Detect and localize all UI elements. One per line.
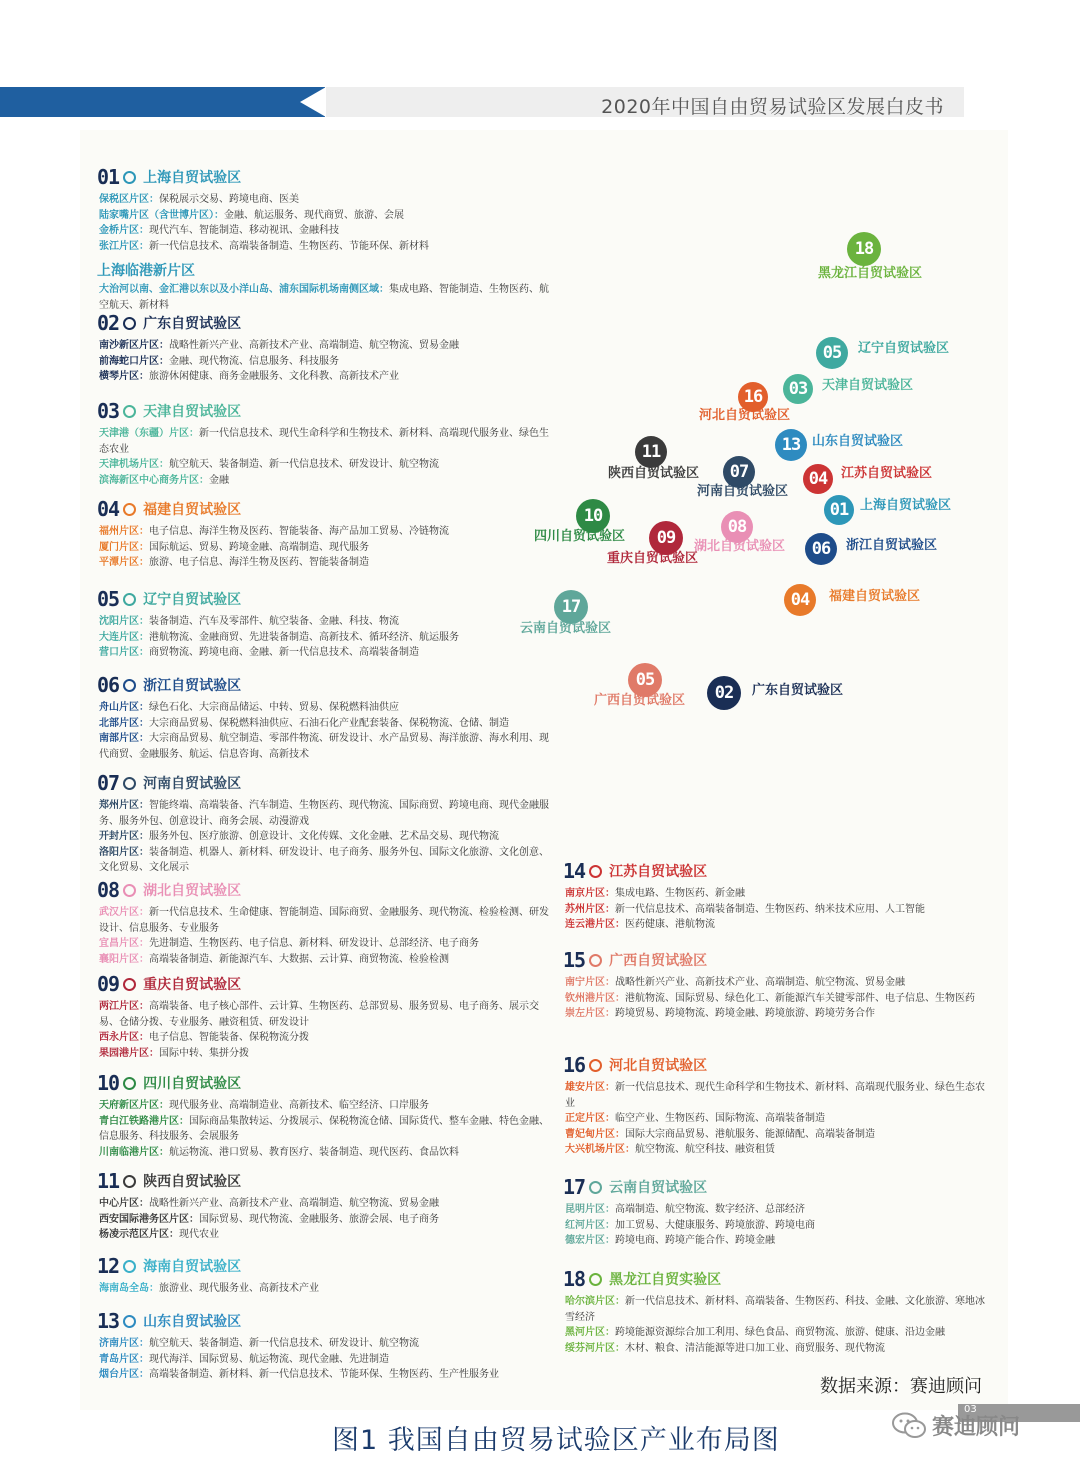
zone-area-line	[97, 731, 549, 762]
zone-block	[563, 860, 993, 933]
zone-ring-icon	[589, 1273, 602, 1286]
zone-area-line	[97, 798, 549, 829]
map-badge-02: 02	[707, 676, 741, 710]
zone-area-label: 雄安片区：	[565, 1082, 615, 1093]
zone-area-industries: 金融、航运服务、现代商贸、旅游、会展	[224, 209, 404, 221]
zone-area-industries: 航空航天、装备制造、新一代信息技术、研发设计、航空物流	[149, 1338, 419, 1349]
zone-area-industries: 木材、粮食、清洁能源等进口加工业、商贸服务、现代物流	[625, 1342, 885, 1354]
map-badge-label: 江苏自贸试验区	[841, 466, 933, 481]
zone-block	[97, 1255, 549, 1297]
zone-name: 云南自贸试验区	[609, 1180, 708, 1196]
zone-name: 山东自贸试验区	[143, 1314, 242, 1330]
zone-name: 河南自贸试验区	[143, 776, 242, 792]
zone-area-industries: 先进制造、生物医药、电子信息、新材料、研发设计、总部经济、电子商务	[149, 938, 479, 949]
zone-number: 18	[563, 1267, 586, 1291]
map-badge-04: 04	[803, 464, 833, 494]
zone-area-label: 曹妃甸片区：	[565, 1128, 625, 1140]
zone-area-label: 青白江铁路港片区：	[99, 1115, 189, 1127]
zone-area-industries: 现代服务业、高端制造业、高新技术、临空经济、口岸服务	[169, 1100, 429, 1111]
zone-area-industries: 保税展示交易、跨境电商、医美	[159, 194, 299, 205]
zone-area-label: 张江片区：	[99, 240, 149, 252]
zone-area-label: 崇左片区：	[565, 1008, 615, 1019]
zone-area-industries: 国际商品集散转运、分拨展示、保税物流仓储、国际货代、整车金融、特色金融、信息服务、科技服务、会展服务	[99, 1115, 549, 1142]
zone-name: 黑龙江自贸实验区	[609, 1272, 722, 1288]
zone-header	[97, 879, 549, 901]
map-badge-05: 05	[816, 337, 848, 369]
zone-area-label: 青岛片区：	[99, 1353, 149, 1365]
zone-area-label: 福州片区：	[99, 526, 149, 537]
zone-area-industries: 战略性新兴产业、高新技术产业、高端制造、航空物流、贸易金融	[615, 977, 905, 988]
zone-area-line	[97, 1336, 549, 1352]
zone-area-label: 保税区片区：	[99, 194, 159, 205]
zone-area-label: 杨凌示范区片区：	[99, 1229, 179, 1240]
zone-number: 03	[97, 399, 120, 423]
zone-area-industries: 航空航天、装备制造、新一代信息技术、研发设计、航空物流	[169, 459, 439, 470]
zone-area-label: 苏州片区：	[565, 903, 615, 915]
zone-area-label: 宜昌片区：	[99, 938, 149, 949]
zone-area-industries: 高端装备制造、新能源汽车、大数据、云计算、商贸物流、检验检测	[149, 953, 449, 965]
zone-block	[97, 588, 549, 661]
zone-area-industries: 服务外包、医疗旅游、创意设计、文化传媒、文化金融、艺术品交易、现代物流	[149, 831, 499, 842]
zone-name: 广西自贸试验区	[609, 953, 708, 969]
zone-number: 16	[563, 1053, 586, 1077]
map-badge-04: 04	[784, 584, 816, 616]
zone-block	[97, 498, 549, 571]
zone-block	[97, 166, 549, 313]
zone-area-label: 连云港片区：	[565, 919, 625, 930]
zone-header	[97, 1255, 549, 1277]
zone-area-line	[97, 208, 549, 224]
zone-area-line	[563, 991, 993, 1007]
zone-name: 天津自贸试验区	[143, 404, 242, 420]
map-badge-label: 广东自贸试验区	[752, 683, 844, 698]
zone-area-industries: 集成电路、生物医药、新金融	[615, 888, 745, 899]
zone-name: 辽宁自贸试验区	[143, 592, 242, 608]
zone-area-label: 两江片区：	[99, 1001, 149, 1012]
zone-area-industries: 装备制造、汽车及零部件、航空装备、金融、科技、物流	[149, 616, 399, 627]
zone-ring-icon	[123, 1077, 136, 1090]
zone-area-industries: 旅游、电子信息、海洋生物及医药、智能装备制造	[149, 557, 369, 568]
zone-ring-icon	[123, 884, 136, 897]
zone-area-label: 川南临港片区：	[99, 1146, 169, 1158]
zone-ring-icon	[123, 679, 136, 692]
watermark	[892, 1410, 1020, 1441]
zone-area-label: 济南片区：	[99, 1338, 149, 1349]
zone-area-industries: 大宗商品贸易、保税燃料油供应、石油石化产业配套装备、保税物流、仓储、制造	[149, 717, 509, 729]
zone-area-label: 大连片区：	[99, 631, 149, 643]
zone-area-line	[563, 886, 993, 902]
zone-block	[97, 312, 549, 385]
zone-area-line	[97, 524, 549, 540]
map-badge-09: 09	[649, 521, 683, 555]
zone-area-label: 北部片区：	[99, 717, 149, 729]
zone-area-industries: 旅游业、现代服务业、高新技术产业	[159, 1283, 319, 1294]
zone-area-label: 南沙新区片区：	[99, 340, 169, 351]
zone-area-line	[563, 975, 993, 991]
zone-area-line	[97, 239, 549, 255]
zone-name: 福建自贸试验区	[143, 502, 242, 518]
map-badge-label: 山东自贸试验区	[812, 434, 904, 449]
zone-area-line	[97, 829, 549, 845]
zone-area-label: 营口片区：	[99, 647, 149, 658]
zone-area-line	[563, 1111, 993, 1127]
map-badge-17: 17	[554, 590, 588, 624]
zone-area-label: 德宏片区：	[565, 1235, 615, 1246]
zone-ring-icon	[123, 317, 136, 330]
zone-area-line	[563, 1233, 993, 1249]
zone-area-label: 黑河片区：	[565, 1327, 615, 1338]
zone-area-industries: 新一代信息技术、新材料、高端装备、生物医药、科技、金融、文化旅游、寒地冰雪经济	[565, 1296, 985, 1323]
zone-area-label: 钦州港片区：	[565, 992, 625, 1004]
zone-area-line	[97, 1212, 549, 1228]
zone-header	[97, 1310, 549, 1332]
zone-header	[563, 860, 993, 882]
zone-header	[97, 1072, 549, 1094]
zone-area-line	[563, 902, 993, 918]
zone-area-label: 正定片区：	[565, 1113, 615, 1124]
zone-area-industries: 港航物流、金融商贸、先进装备制造、高新技术、循环经济、航运服务	[149, 631, 459, 643]
zone-area-industries: 集成电路、智能制造、生物医药、航空航天、新材料	[99, 284, 549, 311]
zone-number: 02	[97, 311, 120, 335]
zone-ring-icon	[123, 405, 136, 418]
zone-area-label: 南宁片区：	[565, 977, 615, 988]
zone-area-label: 厦门片区：	[99, 541, 149, 553]
zone-number: 05	[97, 587, 120, 611]
zone-area-line	[97, 369, 549, 385]
zone-subzone-title: 上海临港新片区	[97, 263, 195, 279]
zone-name: 上海自贸试验区	[143, 170, 242, 186]
map-badge-label: 陕西自贸试验区	[608, 466, 700, 481]
zone-ring-icon	[123, 1260, 136, 1273]
zone-area-line	[97, 905, 549, 936]
map-badge-label: 湖北自贸试验区	[694, 539, 786, 554]
zone-area-industries: 商贸物流、跨境电商、金融、新一代信息技术、高端装备制造	[149, 647, 419, 658]
zone-area-industries: 国际贸易、现代物流、金融服务、旅游会展、电子商务	[199, 1213, 439, 1225]
zone-area-label: 西永片区：	[99, 1032, 149, 1043]
zone-area-line	[97, 1030, 549, 1046]
zone-header	[97, 588, 549, 610]
zone-area-line	[97, 1145, 549, 1161]
zone-area-industries: 现代海洋、国际贸易、航运物流、现代金融、先进制造	[149, 1353, 389, 1365]
zone-area-label: 海南岛全岛：	[99, 1283, 159, 1294]
zone-header	[563, 949, 993, 971]
zone-area-label: 天府新区片区：	[99, 1100, 169, 1111]
zone-area-line	[97, 1352, 549, 1368]
zone-area-line	[97, 952, 549, 968]
zone-ring-icon	[123, 978, 136, 991]
map-badge-label: 河南自贸试验区	[697, 484, 789, 499]
zone-block	[563, 949, 993, 1022]
map-badge-label: 福建自贸试验区	[829, 589, 921, 604]
zone-area-label: 横琴片区：	[99, 371, 149, 382]
zone-area-line	[97, 192, 549, 208]
zone-area-industries: 战略性新兴产业、高新技术产业、高端制造、航空物流、贸易金融	[169, 340, 459, 351]
zone-area-industries: 高端装备、电子核心部件、云计算、生物医药、总部贸易、服务贸易、电子商务、展示交易、仓储分拨、专业服务、融资租赁、研发设计	[99, 1001, 539, 1028]
zone-number: 15	[563, 948, 586, 972]
zone-name: 陕西自贸试验区	[143, 1174, 242, 1190]
map-badge-03: 03	[783, 374, 813, 404]
zone-area-label: 滨海新区中心商务片区：	[99, 474, 209, 486]
zone-area-line	[97, 630, 549, 646]
zone-area-line	[97, 845, 549, 876]
zone-area-line	[563, 1294, 993, 1325]
zone-area-industries: 高端制造、航空物流、数字经济、总部经济	[615, 1204, 805, 1215]
zone-ring-icon	[123, 777, 136, 790]
zone-area-line	[563, 1325, 993, 1341]
zone-area-industries: 金融	[209, 474, 229, 486]
zone-area-industries: 金融、现代物流、信息服务、科技服务	[169, 355, 339, 367]
zone-block	[563, 1268, 993, 1356]
zone-area-line	[97, 1046, 549, 1062]
zone-area-label: 郑州片区：	[99, 800, 149, 811]
map-badge-label: 四川自贸试验区	[534, 529, 626, 544]
zone-header	[97, 498, 549, 520]
zone-area-line	[563, 1080, 993, 1111]
map-badge-05: 05	[628, 663, 662, 697]
zone-area-industries: 航运物流、港口贸易、教育医疗、装备制造、现代医药、食品饮料	[169, 1146, 459, 1158]
zone-area-industries: 新一代信息技术、高端装备制造、生物医药、节能环保、新材料	[149, 240, 429, 252]
zone-header	[97, 166, 549, 188]
zone-area-line	[97, 540, 549, 556]
zone-number: 12	[97, 1254, 120, 1278]
zone-number: 11	[97, 1169, 120, 1193]
zone-header	[97, 772, 549, 794]
zone-header	[97, 312, 549, 334]
zone-name: 海南自贸试验区	[143, 1259, 242, 1275]
zone-block	[97, 973, 549, 1061]
zone-area-label: 前海蛇口片区：	[99, 355, 169, 367]
zone-area-industries: 电子信息、智能装备、保税物流分拨	[149, 1032, 309, 1043]
zone-area-label: 大治河以南、金汇港以东以及小洋山岛、浦东国际机场南侧区域：	[99, 284, 389, 295]
zone-area-industries: 新一代信息技术、生命健康、智能制造、国际商贸、金融服务、现代物流、检验检测、研发设计、信息服务、专业服务	[99, 907, 549, 934]
zone-area-line	[563, 1218, 993, 1234]
zone-number: 14	[563, 859, 586, 883]
map-badge-label: 云南自贸试验区	[520, 621, 612, 636]
zone-ring-icon	[123, 1315, 136, 1328]
zone-ring-icon	[589, 1181, 602, 1194]
zone-area-line	[97, 1098, 549, 1114]
zone-ring-icon	[123, 171, 136, 184]
map-badge-label: 广西自贸试验区	[594, 693, 686, 708]
zone-area-industries: 航空物流、航空科技、融资租赁	[635, 1144, 775, 1155]
zone-area-industries: 国际航运、贸易、跨境金融、高端制造、现代服务	[149, 541, 369, 553]
zone-name: 重庆自贸试验区	[143, 977, 242, 993]
zone-area-industries: 现代汽车、智能制造、移动视讯、金融科技	[149, 225, 339, 236]
zone-area-industries: 跨境电商、跨境产能合作、跨境金融	[615, 1235, 775, 1246]
zone-area-line	[97, 457, 549, 473]
zone-area-label: 襄阳片区：	[99, 953, 149, 965]
zone-ring-icon	[589, 954, 602, 967]
zone-block	[97, 1170, 549, 1243]
zone-area-line	[97, 555, 549, 571]
map-badge-07: 07	[723, 456, 755, 488]
zone-area-industries: 装备制造、机器人、新材料、研发设计、电子商务、服务外包、国际文化旅游、文化创意、文化贸易、文化展示	[99, 846, 549, 873]
zone-header	[97, 674, 549, 696]
watermark-text: 赛迪顾问	[932, 1415, 1021, 1440]
zone-area-label: 烟台片区：	[99, 1369, 149, 1380]
map-badge-label: 上海自贸试验区	[860, 498, 952, 513]
zone-header	[563, 1268, 993, 1290]
zone-area-line	[97, 426, 549, 457]
zone-area-label: 洛阳片区：	[99, 846, 149, 858]
zone-name: 河北自贸试验区	[609, 1058, 708, 1074]
zone-block	[563, 1176, 993, 1249]
zone-area-label: 陆家嘴片区（含世博片区）：	[99, 209, 224, 221]
map-badge-01: 01	[824, 495, 854, 525]
zone-area-industries: 港航物流、国际贸易、绿色化工、新能源汽车关键零部件、电子信息、生物医药	[625, 992, 975, 1004]
zone-block	[563, 1054, 993, 1158]
zone-number: 08	[97, 878, 120, 902]
zone-area-industries: 新一代信息技术、现代生命科学和生物技术、新材料、高端现代服务业、绿色生态农业	[99, 428, 549, 455]
zone-block	[97, 772, 549, 876]
zone-area-line	[97, 716, 549, 732]
zone-area-label: 武汉片区：	[99, 907, 149, 918]
zone-ring-icon	[123, 503, 136, 516]
zone-area-industries: 跨境贸易、跨境物流、跨境金融、跨境旅游、跨境劳务合作	[615, 1008, 875, 1019]
zone-area-line	[97, 1367, 549, 1383]
zone-header	[563, 1176, 993, 1198]
zone-name: 浙江自贸试验区	[143, 678, 242, 694]
map-badge-11: 11	[635, 436, 667, 468]
data-source: 数据来源：赛迪顾问	[820, 1376, 982, 1397]
zone-area-line	[563, 1341, 993, 1357]
zone-area-label: 金桥片区：	[99, 225, 149, 236]
zone-area-label: 中心片区：	[99, 1198, 149, 1209]
zone-area-line	[97, 614, 549, 630]
wechat-icon	[892, 1412, 926, 1440]
zone-area-label: 沈阳片区：	[99, 616, 149, 627]
zone-area-line	[97, 1227, 549, 1243]
zone-area-label: 平潭片区：	[99, 557, 149, 568]
zone-area-label: 南部片区：	[99, 733, 149, 744]
zone-number: 07	[97, 771, 120, 795]
map-badge-10: 10	[576, 499, 610, 533]
zone-header	[563, 1054, 993, 1076]
map-badge-16: 16	[738, 382, 768, 412]
map-badge-label: 重庆自贸试验区	[607, 551, 699, 566]
zone-area-line	[563, 1202, 993, 1218]
zone-area-line	[97, 645, 549, 661]
zone-area-industries: 临空产业、生物医药、国际物流、高端装备制造	[615, 1113, 825, 1124]
header-blue-bar	[0, 87, 325, 117]
zone-ring-icon	[123, 593, 136, 606]
zone-area-line	[563, 917, 993, 933]
zone-area-label: 天津机场片区：	[99, 459, 169, 470]
map-badge-label: 黑龙江自贸试验区	[818, 266, 923, 281]
zone-number: 04	[97, 497, 120, 521]
zone-area-line	[97, 223, 549, 239]
zone-header	[97, 973, 549, 995]
zone-area-line	[563, 1006, 993, 1022]
zone-area-label: 绥芬河片区：	[565, 1342, 625, 1354]
zone-area-line	[97, 1196, 549, 1212]
zone-area-label: 哈尔滨片区：	[565, 1296, 625, 1307]
zone-area-line	[97, 936, 549, 952]
zone-area-line	[97, 1281, 549, 1297]
zone-area-industries: 大宗商品贸易、航空制造、零部件物流、研发设计、水产品贸易、海洋旅游、海水利用、现代商贸、金融服务、航运、信息咨询、高新技术	[99, 733, 549, 760]
zone-area-industries: 新一代信息技术、现代生命科学和生物技术、新材料、高端现代服务业、绿色生态农业	[565, 1082, 985, 1109]
document-title: 2020年中国自由贸易试验区发展白皮书	[601, 96, 944, 118]
zone-name: 广东自贸试验区	[143, 316, 242, 332]
zone-area-industries: 现代农业	[179, 1229, 219, 1240]
map-badge-06: 06	[805, 533, 837, 565]
zone-number: 09	[97, 972, 120, 996]
zone-area-industries: 跨境能源资源综合加工利用、绿色食品、商贸物流、旅游、健康、沿边金融	[615, 1327, 945, 1338]
zone-area-label: 昆明片区：	[565, 1204, 615, 1215]
zone-header	[97, 1170, 549, 1192]
zone-block	[97, 879, 549, 967]
zone-area-industries: 战略性新兴产业、高新技术产业、高端制造、航空物流、贸易金融	[149, 1198, 439, 1209]
zone-area-industries: 高端装备制造、新材料、新一代信息技术、节能环保、生物医药、生产性服务业	[149, 1369, 499, 1380]
zone-area-label: 舟山片区：	[99, 702, 149, 713]
zone-area-line	[563, 1127, 993, 1143]
zone-area-label: 西安国际港务区片区：	[99, 1213, 199, 1225]
zone-area-label: 南京片区：	[565, 888, 615, 899]
zone-number: 01	[97, 165, 120, 189]
zone-area-industries: 加工贸易、大健康服务、跨境旅游、跨境电商	[615, 1219, 815, 1231]
map-badge-label: 辽宁自贸试验区	[858, 341, 950, 356]
zone-block	[97, 1310, 549, 1383]
map-badge-label: 河北自贸试验区	[699, 408, 791, 423]
zone-name: 四川自贸试验区	[143, 1076, 242, 1092]
zone-block	[97, 400, 549, 488]
zone-area-line	[97, 999, 549, 1030]
zone-area-line	[97, 282, 549, 313]
zone-area-industries: 医药健康、港航物流	[625, 919, 715, 930]
zone-ring-icon	[589, 865, 602, 878]
zone-ring-icon	[123, 1175, 136, 1188]
zone-area-industries: 绿色石化、大宗商品储运、中转、贸易、保税燃料油供应	[149, 702, 399, 713]
zone-area-label: 果园港片区：	[99, 1047, 159, 1059]
zone-number: 13	[97, 1309, 120, 1333]
page-number: 03	[958, 1404, 1080, 1422]
header-arrow-shape	[300, 87, 326, 117]
zone-area-industries: 智能终端、高端装备、汽车制造、生物医药、现代物流、国际商贸、跨境电商、现代金融服务、服务外包、创意设计、商务会展、动漫游戏	[99, 800, 549, 827]
zone-area-label: 开封片区：	[99, 831, 149, 842]
zone-area-label: 大兴机场片区：	[565, 1144, 635, 1155]
zone-area-industries: 国际中转、集拼分拨	[159, 1047, 249, 1059]
zone-area-line	[97, 473, 549, 489]
zone-name: 湖北自贸试验区	[143, 883, 242, 899]
map-badge-label: 浙江自贸试验区	[846, 538, 938, 553]
zone-area-line	[563, 1142, 993, 1158]
zone-name: 江苏自贸试验区	[609, 864, 708, 880]
zone-ring-icon	[589, 1059, 602, 1072]
figure-caption: 图1 我国自由贸易试验区产业布局图	[332, 1425, 780, 1456]
zone-area-industries: 国际大宗商品贸易、港航服务、能源储配、高端装备制造	[625, 1128, 875, 1140]
zone-area-industries: 电子信息、海洋生物及医药、智能装备、海产品加工贸易、冷链物流	[149, 526, 449, 537]
zone-number: 17	[563, 1175, 586, 1199]
zone-number: 10	[97, 1071, 120, 1095]
zone-area-label: 天津港（东疆）片区：	[99, 428, 199, 439]
zone-area-industries: 新一代信息技术、高端装备制造、生物医药、纳米技术应用、人工智能	[615, 903, 925, 915]
zone-number: 06	[97, 673, 120, 697]
zone-area-label: 红河片区：	[565, 1219, 615, 1231]
zone-area-industries: 旅游休闲健康、商务金融服务、文化科教、高新技术产业	[149, 371, 399, 382]
zone-area-line	[97, 700, 549, 716]
map-badge-label: 天津自贸试验区	[822, 378, 914, 393]
map-badge-13: 13	[775, 429, 807, 461]
zone-area-line	[97, 354, 549, 370]
zone-block	[97, 674, 549, 762]
zone-area-line	[97, 1114, 549, 1145]
zone-block	[97, 1072, 549, 1160]
zone-area-line	[97, 338, 549, 354]
map-badge-18: 18	[847, 232, 881, 266]
zone-header	[97, 400, 549, 422]
map-badge-08: 08	[721, 511, 753, 543]
